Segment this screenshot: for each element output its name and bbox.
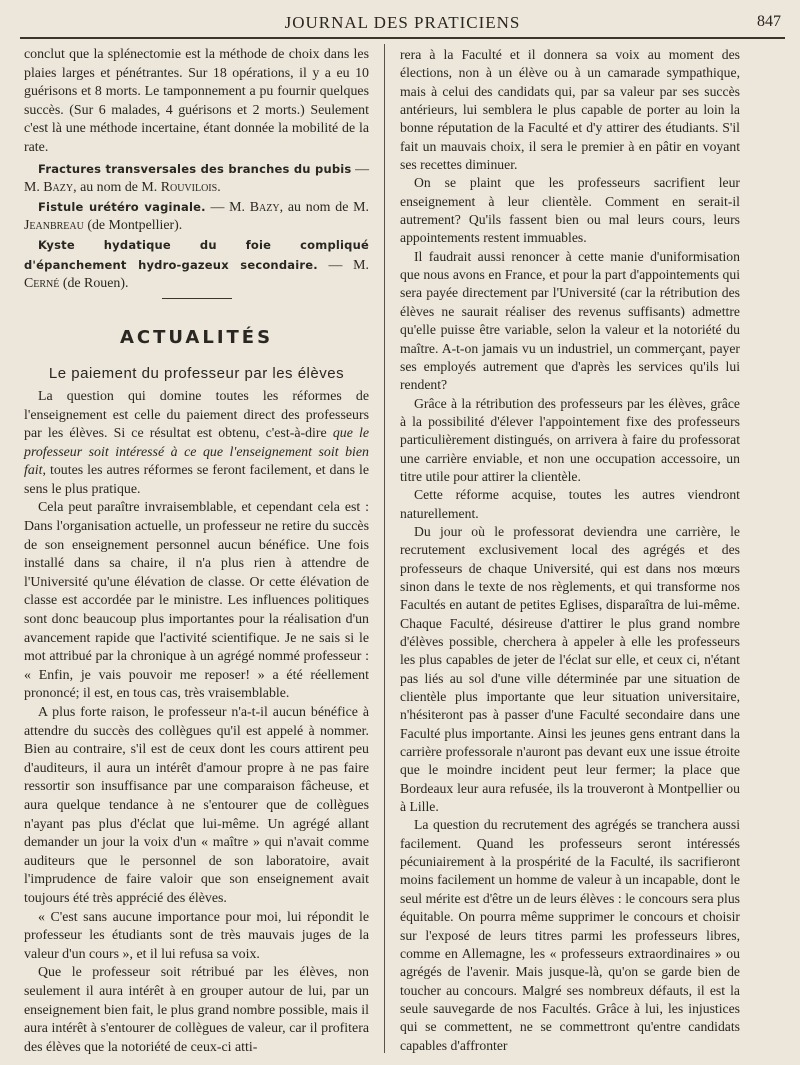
italic-phrase: que le professeur soit intéressé à ce que l'enseignement soit bien fait xyxy=(24,426,369,479)
author-name: Bazy xyxy=(249,199,280,215)
author-name: Cerné xyxy=(24,276,60,292)
paragraph: A plus forte raison, le professeur n'a-t-il aucun bénéfice à attendre du succès des collègues qu'il est appelé à nommer. Bien au contraire, s'il est de ceux dont les cours attirent peu d'auditeurs, il aura un intérêt d'amour propre à ne pas faire ressortir son insuffisance par une comparaison fâcheuse, et aura quelque tendance à ne s'entourer que de collègues n'ayant pas plus d'éclat que lui-même. Un agrégé allant demander un jour la voix d'un « maître » qui n'avait comme auditeurs que le personnel de son laboratoire, avait l'imprudence de faire valoir que son enseignement avait toujours été très apprécié des élèves. xyxy=(24,705,369,906)
section-rule xyxy=(162,298,232,299)
paragraph: On se plaint que les professeurs sacrifient leur enseignement à leur clientèle. Comment en serait-il autrement? Qu'ils fassent bien ou mal leurs cours, leurs appointements restent immuables. xyxy=(400,175,740,246)
paragraph: « C'est sans aucune importance pour moi, lui répondit le professeur les étudiants sont de très mauvais juges de la valeur d'un cours », et il lui refusa sa voix. xyxy=(24,909,369,962)
author-name: Bazy xyxy=(43,180,74,196)
paragraph: Cela peut paraître invraisemblable, et cependant cela est : Dans l'organisation actuelle, un professeur ne retire du succès de son enseignement personnel aucun bénéfice. Une fois installé dans sa chaire, il n'a plus rien à attendre de l'Université qu'une élévation de classe. Or cette élévation de classe est accordée par le ministre. Les influences politiques sont donc beaucoup plus importantes pour la réalisation d'un avancement rapide que l'activité scientifique. Je ne sais si le mot attribué par la chronique à un agrégé nommé professeur : « Enfin, je vais pouvoir me reposer! » a été réellement prononcé; il est, en tous cas, très vraisemblable. xyxy=(24,500,369,702)
left-column xyxy=(24,46,369,1057)
page-header xyxy=(20,0,785,40)
paragraph: La question qui domine toutes les réformes de l'enseignement est celle du paiement direct des professeurs par les élèves. Si ce résultat est obtenu, c'est-à-dire que le professeur soit intéressé à ce que l'enseignement soit bien fait, toutes les autres réformes se feront facilement, et dans le sens le plus pratique. xyxy=(24,388,369,497)
page-number: 847 xyxy=(757,13,781,30)
paragraph: rera à la Faculté et il donnera sa voix au moment des élections, non à un élève ou à un camarade sympathique, mais à celui des candidats qui, par sa valeur par ses succès antérieurs, lui semblera le plus capable de porter au loin la bonne réputation de la Faculté et d'y attirer des étudiants. S'il fait un mauvais choix, il sera le premier à en pâtir en voyant ses recettes diminuer. xyxy=(400,47,740,173)
author-name: Rouvilois xyxy=(160,180,218,196)
paragraph: Que le professeur soit rétribué par les élèves, non seulement il aura intérêt à en grouper autour de lui, par un enseignement bien fait, le plus grand nombre possible, mais il aura intérêt à s'entourer de collègues de valeur, car il profitera des élèves que la notoriété de ceux-ci atti- xyxy=(24,965,369,1055)
communication-title: Fistule urétéro vaginale. xyxy=(38,199,206,214)
paragraph: conclut que la splénectomie est la méthode de choix dans les plaies larges et pénétrantes. Sur 18 opérations, il y a eu 10 guérisons et 8 morts. Le tamponnement a pu fournir quelques succès. (Sur 6 malades, 4 guérisons et 2 morts.) Seulement c'est là une méthode incertaine, étant donnée la mobilité de la rate. xyxy=(24,47,369,155)
right-column xyxy=(384,46,740,1055)
journal-title: JOURNAL DES PRATICIENS xyxy=(284,13,521,32)
paragraph: Cette réforme acquise, toutes les autres viendront naturellement. xyxy=(400,487,740,521)
article-title: Le paiement du professeur par les élèves xyxy=(48,365,345,383)
communication-2: Fistule urétéro vaginale. — M. Bazy, au nom de M. Jeanbreau (de Montpellier). xyxy=(24,199,369,234)
communication-1: Fractures transversales des branches du pubis — M. Bazy, au nom de M. Rouvilois. xyxy=(24,161,369,196)
paragraph: Du jour où le professorat deviendra une carrière, le recrutement exclusivement local des agrégés et des professeurs de chaque Université, qui est dans nos mœurs sinon dans le texte de nos règlements, et qui transforme nos Facultés en autant de petites Eglises, disparaîtra de lui-même. Chaque Faculté, désireuse d'attirer le plus grand nombre d'élèves possible, cherchera à appeler à elle les professeurs les plus capables de jeter de l'éclat sur elle, et ceux ci, n'étant pas liés au sol d'une ville déterminée par une situation de clientèle plus importante que leur situation universitaire, n'hésiteront pas à passer d'une Faculté secondaire dans une Faculté plus importante. Ainsi les jeunes gens entrant dans la carrière professorale n'auront pas devant eux une issue étroite que le moindre incident peut leur fermer; la place que Bordeaux leur aura refusée, ils la trouveront à Montpellier ou à Lille. xyxy=(400,523,740,815)
paragraph: Il faudrait aussi renoncer à cette manie d'uniformisation que nous avons en France, et pour la part d'appointements qui sera payée directement par l'Université (car la rétribution des élèves ne saurait réaliser des revenus suffisants) admettre qu'elle puisse être variable, selon la valeur et la notoriété du maître. A-t-on jamais vu un industriel, un commerçant, payer ses employés autrement que d'après les services qu'ils lui rendent? xyxy=(400,248,740,393)
communication-3: Kyste hydatique du foie compliqué d'épanchement hydro-gazeux secondaire. — M. Cerné (de Rouen). xyxy=(24,237,369,292)
communication-title: Kyste hydatique du foie compliqué d'épanchement hydro-gazeux secondaire. xyxy=(24,237,369,272)
author-name: Jeanbreau xyxy=(24,218,84,234)
header-rule xyxy=(20,37,785,39)
communication-title: Fractures transversales des branches du pubis xyxy=(38,161,352,176)
paragraph: La question du recrutement des agrégés se tranchera aussi facilement. Quand les professeurs seront intéressés pécuniairement à la prospérité de la Faculté, ils sacrifieront moins facilement un homme de valeur à un incapable, dont le seul mérite est d'être un de leurs élèves : le concours sera plus équitable. On pourra même supprimer le concours et choisir sur l'exposé de leurs titres parmi les professeurs libres, comme en Allemagne, les « professeurs extraordinaires » ou agrégés de l'avenir. Mais jusque-là, qu'on se garde bien de toucher au concours. Malgré ses nombreux défauts, il est la seule sauvegarde de nos Facultés. Grâce à lui, les injustices qui se commettent, ne se commettront qu'entre candidats capables d'affronter xyxy=(400,817,740,1053)
paragraph: Grâce à la rétribution des professeurs par les élèves, grâce à la possibilité d'élever l'appointement fixe des professeurs particulièrement distingués, on arrivera à faire du professorat une carrière enviable, et non une occupation accessoire, un titre utile pour attirer la clientèle. xyxy=(400,395,740,484)
section-title: ACTUALITÉS xyxy=(119,326,274,348)
